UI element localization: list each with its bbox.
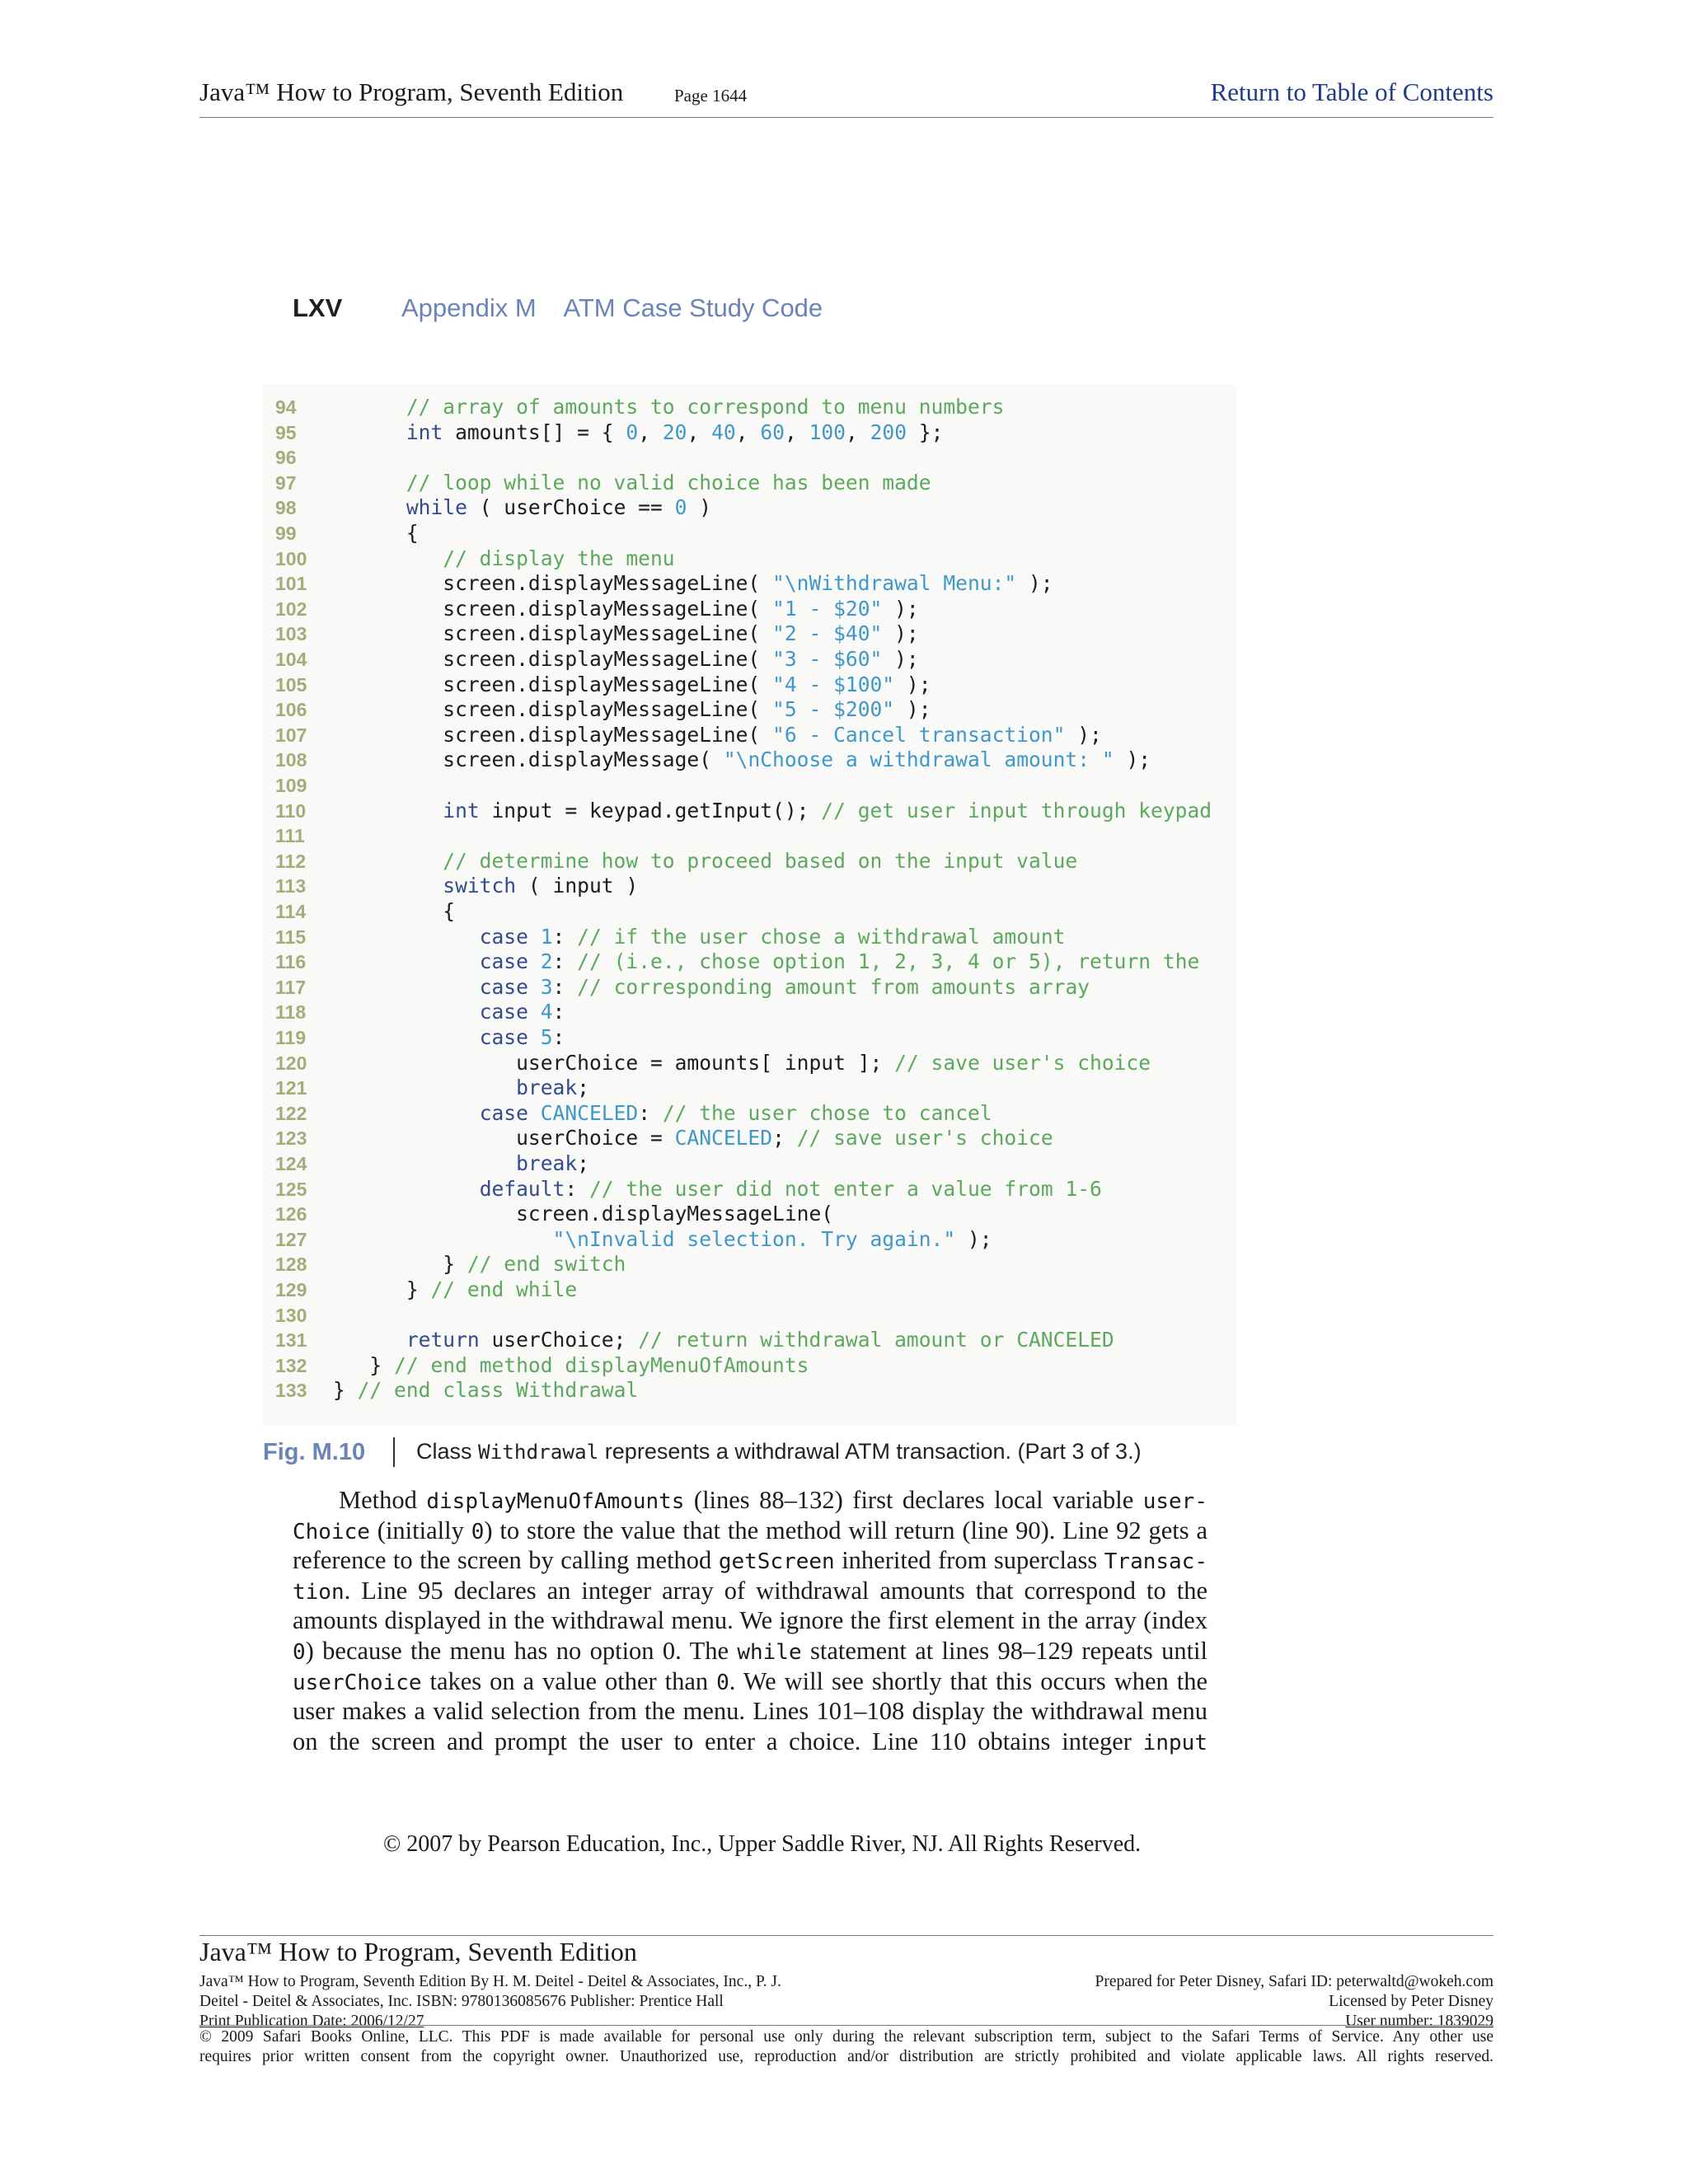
code-token: ( userChoice == [467,495,675,520]
code-comment: // the user did not enter a value from 1-6 [588,1176,1102,1201]
code-token: screen.displayMessageLine( [333,647,773,671]
caption-divider [393,1437,395,1467]
paragraph-text: (lines 88–132) first declares local variable [684,1486,1143,1514]
code-token [333,975,480,999]
return-to-toc-link[interactable]: Return to Table of Contents [1210,77,1493,106]
code-text [333,697,931,723]
code-comment: // end switch [467,1252,626,1277]
code-text [333,1101,992,1127]
line-number: 124 [275,1153,307,1174]
code-token [333,420,406,444]
code-keyword: case [479,1000,528,1024]
code-keyword: switch [443,874,517,898]
code-text [333,799,1212,824]
code-keyword: case [479,949,528,974]
book-title-header: Java™ How to Program, Seventh Edition [199,77,624,106]
inline-code: while [737,1640,802,1665]
code-token: screen.displayMessage( [333,748,724,772]
code-token: amounts[] = { [443,419,626,444]
inline-code: user- [1142,1489,1207,1514]
code-token [528,1101,541,1125]
code-token [333,1151,516,1175]
code-token [333,799,443,823]
line-number: 126 [275,1203,307,1226]
paragraph-line [293,1576,1207,1606]
code-comment: // get user input through keypad [821,798,1212,823]
code-token: ); [1065,722,1102,747]
code-token: ); [882,596,919,621]
code-text [333,949,1199,975]
code-comment: // save user's choice [894,1050,1151,1075]
paragraph-line [293,1666,1207,1697]
line-number: 94 [275,396,297,418]
code-token: screen.displayMessageLine( [333,1202,834,1226]
code-keyword: case [479,1025,528,1049]
header-divider [199,117,1493,118]
code-token: , [845,419,870,444]
code-token [528,975,541,999]
code-token: } [333,1252,467,1277]
code-literal: "3 - $60" [772,647,883,671]
code-token: }; [907,419,944,444]
code-keyword: while [406,495,467,520]
code-literal: 0 [674,495,687,520]
code-literal: 60 [760,419,785,444]
line-number: 115 [275,926,307,948]
footer-licensed-by: Licensed by Peter Disney [1329,1993,1493,2010]
code-comment: // determine how to proceed based on the input value [443,848,1078,873]
code-text [333,1252,626,1277]
line-number: 116 [275,951,307,973]
line-number: 119 [275,1027,307,1048]
code-text [333,1328,1114,1353]
code-text [333,925,1065,950]
code-text [333,1277,577,1303]
code-comment: // array of amounts to correspond to menu numbers [406,395,1005,419]
footer-user-number: User number: 1839029 [1345,2013,1493,2030]
code-token: { [333,521,419,545]
line-number: 133 [275,1380,307,1402]
line-number: 131 [275,1329,307,1352]
code-token: userChoice; [479,1328,639,1352]
code-literal: "6 - Cancel transaction" [772,722,1066,747]
code-token: : [565,1176,589,1201]
line-number: 114 [275,901,307,922]
line-number: 109 [275,775,307,796]
paragraph-line [293,1516,1207,1546]
code-token [333,546,443,570]
line-number: 102 [275,598,307,620]
paragraph-text: user makes a valid selection from the menu. Lines 101–108 display the withdrawal menu [293,1697,1207,1726]
code-text [333,1353,809,1379]
code-token [333,1227,553,1251]
code-token: } [333,1378,358,1403]
code-token: ); [882,647,919,671]
code-token: ); [955,1226,992,1251]
code-literal: "\nInvalid selection. Try again." [552,1226,956,1251]
code-token [333,1101,480,1125]
inline-code: 0 [716,1670,729,1695]
code-text [333,975,1090,1001]
line-number: 105 [275,673,307,696]
code-literal: CANCELED [540,1100,639,1125]
code-token [333,1025,480,1049]
code-keyword: break [516,1076,578,1100]
code-text [333,647,919,673]
code-text [333,723,1102,748]
paragraph-text: (initially [369,1516,471,1544]
code-token [333,1076,516,1099]
paragraph-text: ) because the menu has no option 0. The [305,1637,738,1665]
inline-code: 0 [293,1640,306,1665]
code-literal: "\nChoose a withdrawal amount: " [723,748,1114,772]
line-number: 127 [275,1228,307,1250]
code-token: , [638,419,663,444]
code-text [333,1177,1102,1202]
code-token [333,395,406,419]
code-token: screen.displayMessageLine( [333,621,773,646]
code-text [333,1151,589,1177]
code-token: userChoice = [333,1126,675,1151]
caption-class-name: Withdrawal [478,1440,599,1464]
code-literal: "\nWithdrawal Menu:" [772,571,1017,596]
code-token: : [552,924,578,949]
line-number: 99 [275,523,297,544]
code-token: ); [1114,748,1151,772]
code-token: ( input ) [516,874,639,898]
code-token [333,1177,480,1201]
line-number: 106 [275,699,307,721]
code-literal: 40 [711,419,736,444]
footer-book-title: Java™ How to Program, Seventh Edition [199,1937,637,1966]
code-keyword: return [406,1328,480,1352]
code-token: : [638,1100,663,1125]
code-token: ); [882,621,919,646]
code-comment: // (i.e., chose option 1, 2, 3, 4 or 5), return the [577,949,1200,974]
code-text [333,1076,589,1101]
caption-text-after: represents a withdrawal ATM transaction. (Part 3 of 3.) [598,1439,1142,1464]
code-literal: 100 [809,419,846,444]
code-token: screen.displayMessageLine( [333,672,773,696]
code-token [528,1000,541,1024]
paragraph-line [293,1605,1207,1636]
code-token: ); [894,672,931,696]
footer-isbn-line: Deitel - Deitel & Associates, Inc. ISBN: 9780136085676 Publisher: Prentice Hall [199,1993,724,2010]
code-text [333,899,455,925]
line-number: 120 [275,1052,307,1074]
chapter-page-number: LXV [293,293,343,322]
code-comment: // loop while no valid choice has been made [406,470,931,494]
code-token: ; [772,1126,797,1151]
code-comment: // end method displayMenuOfAmounts [394,1352,809,1377]
code-text [333,1202,833,1227]
figure-caption [416,1439,1142,1465]
line-number: 118 [275,1001,307,1024]
line-number: 113 [275,875,307,898]
chapter-title: Appendix M ATM Case Study Code [401,293,823,322]
line-number: 111 [275,825,305,847]
code-token: screen.displayMessageLine( [333,571,773,596]
code-comment: // corresponding amount from amounts array [577,974,1090,999]
page-number: Page 1644 [674,86,748,105]
code-token [528,949,541,973]
code-token [333,949,480,973]
code-token: } [333,1352,395,1377]
footer-publication-date: Print Publication Date: 2006/12/27 [199,2013,424,2030]
code-literal: 20 [662,419,687,444]
code-text [333,621,919,647]
footer-divider-bottom [199,2025,1493,2026]
code-keyword: int [406,419,443,444]
line-number: 112 [275,850,307,872]
paragraph-text: ) to store the value that the method will return (line 90). Line 92 gets a [484,1516,1207,1544]
inline-code: userChoice [293,1670,422,1695]
code-token [333,1000,480,1024]
code-token [333,1328,406,1352]
code-token: } [333,1277,431,1301]
paragraph-text: Method [339,1486,427,1514]
paragraph-text: takes on a value other than [421,1666,717,1695]
code-literal: 0 [626,419,639,444]
code-text [333,1051,1151,1076]
code-token: input = keypad.getInput(); [479,798,822,823]
code-keyword: int [443,798,480,823]
code-comment: // save user's choice [796,1126,1053,1151]
code-literal: 3 [540,974,553,999]
code-token [333,495,406,519]
code-literal: 1 [540,924,553,949]
code-keyword: case [479,1100,528,1125]
inline-code: displayMenuOfAmounts [426,1489,685,1514]
code-text [333,748,1151,773]
code-keyword: case [479,974,528,999]
code-keyword: case [479,924,528,949]
footer-prepared-for: Prepared for Peter Disney, Safari ID: peterwaltd@wokeh.com [1095,1973,1493,1990]
line-number: 103 [275,623,307,645]
line-number: 130 [275,1304,307,1326]
code-text [333,1126,1053,1151]
code-token: : [552,1000,565,1024]
code-text [333,1378,638,1404]
code-text [333,495,711,521]
line-number: 108 [275,749,307,771]
code-token: , [784,419,809,444]
paragraph-text: . We will see shortly that this occurs when the [729,1666,1207,1695]
code-literal: "2 - $40" [772,621,883,646]
inline-code: Transac- [1104,1549,1208,1575]
line-number: 129 [275,1279,307,1301]
line-number: 110 [275,799,307,822]
footer-divider-top [199,1935,1493,1936]
code-text [333,1025,565,1051]
code-token: ) [687,495,712,520]
code-text [333,849,1077,874]
code-token: { [333,899,456,923]
footer-legal-line-2: requires prior written consent from the copyright owner. Unauthorized use, reproduction and/or distribution are strictly prohibited and violate applicable laws. All rights reserved. [199,2048,1493,2065]
line-number: 121 [275,1077,307,1099]
line-number: 101 [275,573,307,595]
code-text [333,597,919,622]
code-comment: // end while [430,1277,578,1301]
line-number: 97 [275,471,297,494]
code-text [333,1000,565,1025]
inline-code: 0 [471,1519,485,1544]
code-literal: "5 - $200" [772,697,895,722]
code-keyword: default [479,1176,565,1201]
paragraph-line [293,1545,1207,1576]
paragraph-line [293,1636,1207,1666]
footer-author-line: Java™ How to Program, Seventh Edition By H. M. Deitel - Deitel & Associates, Inc., P. J. [199,1973,781,1990]
code-literal: 4 [540,1000,553,1024]
code-token [333,874,443,898]
code-token: : [552,1025,565,1049]
line-number: 96 [275,447,297,469]
inline-code: input [1142,1730,1207,1755]
paragraph-text: amounts displayed in the withdrawal menu. We ignore the first element in the array (index [293,1606,1207,1635]
figure-label: Fig. M.10 [263,1439,366,1465]
code-text [333,673,931,698]
code-token: screen.displayMessageLine( [333,722,773,747]
paragraph-line [293,1485,1207,1516]
code-token [333,925,480,949]
line-number: 100 [275,547,307,569]
inline-code: getScreen [718,1549,835,1575]
code-token [528,925,541,949]
line-number: 107 [275,724,307,746]
code-literal: CANCELED [674,1126,773,1151]
code-text [333,420,943,446]
code-token: ); [1016,571,1053,596]
code-token [528,1025,541,1049]
code-token [333,471,406,494]
code-text [333,471,931,496]
code-text [333,546,675,572]
line-number: 132 [275,1354,307,1376]
line-number: 98 [275,497,297,519]
paragraph-text: . Line 95 declares an integer array of withdrawal amounts that correspond to the [344,1576,1207,1605]
copyright-notice: © 2007 by Pearson Education, Inc., Upper Saddle River, NJ. All Rights Reserved. [383,1831,1142,1857]
code-literal: 2 [540,949,553,974]
code-token: , [735,419,761,444]
code-text [333,521,419,546]
code-comment: // if the user chose a withdrawal amount [577,924,1066,949]
line-number: 122 [275,1102,307,1124]
code-text [333,571,1053,597]
code-comment: // display the menu [443,546,675,570]
code-token [333,849,443,873]
code-token: screen.displayMessageLine( [333,697,773,722]
code-token: ; [577,1151,589,1175]
line-number: 123 [275,1127,307,1150]
footer-legal-line-1: © 2009 Safari Books Online, LLC. This PDF is made available for personal use only during the relevant subscription term, subject to the Safari Terms of Service. Any other use [199,2028,1493,2046]
code-keyword: break [516,1151,578,1175]
inline-code: Choice [293,1519,370,1544]
line-number: 128 [275,1254,307,1276]
paragraph-text: on the screen and prompt the user to enter a choice. Line 110 obtains integer [293,1727,1143,1755]
line-number: 117 [275,976,307,998]
line-number: 125 [275,1178,307,1200]
line-number: 104 [275,649,307,670]
paragraph-line [293,1696,1207,1727]
code-text [333,874,638,899]
code-listing [262,384,1236,1426]
paragraph-text: inherited from superclass [834,1546,1104,1575]
code-text [333,1227,992,1253]
code-token: userChoice = amounts[ input ]; [333,1050,895,1075]
caption-text-before: Class [416,1439,479,1464]
code-literal: 200 [870,419,907,444]
code-literal: "1 - $20" [772,596,883,621]
code-comment: // return withdrawal amount or CANCELED [638,1328,1114,1352]
paragraph-line [293,1727,1207,1757]
code-literal: "4 - $100" [772,672,895,696]
code-token: , [687,419,712,444]
paragraph-text: statement at lines 98–129 repeats until [801,1637,1207,1665]
code-token: ); [894,697,931,722]
code-token: : [552,974,578,999]
code-token: : [552,949,578,974]
code-comment: // end class Withdrawal [357,1378,639,1403]
code-text [333,395,1004,420]
code-token: screen.displayMessageLine( [333,596,773,621]
paragraph-text: reference to the screen by calling method [293,1546,719,1575]
code-token: ; [577,1076,589,1100]
inline-code: tion [293,1579,345,1605]
code-comment: // the user chose to cancel [662,1100,992,1125]
line-number: 95 [275,421,297,443]
code-literal: 5 [540,1025,553,1049]
